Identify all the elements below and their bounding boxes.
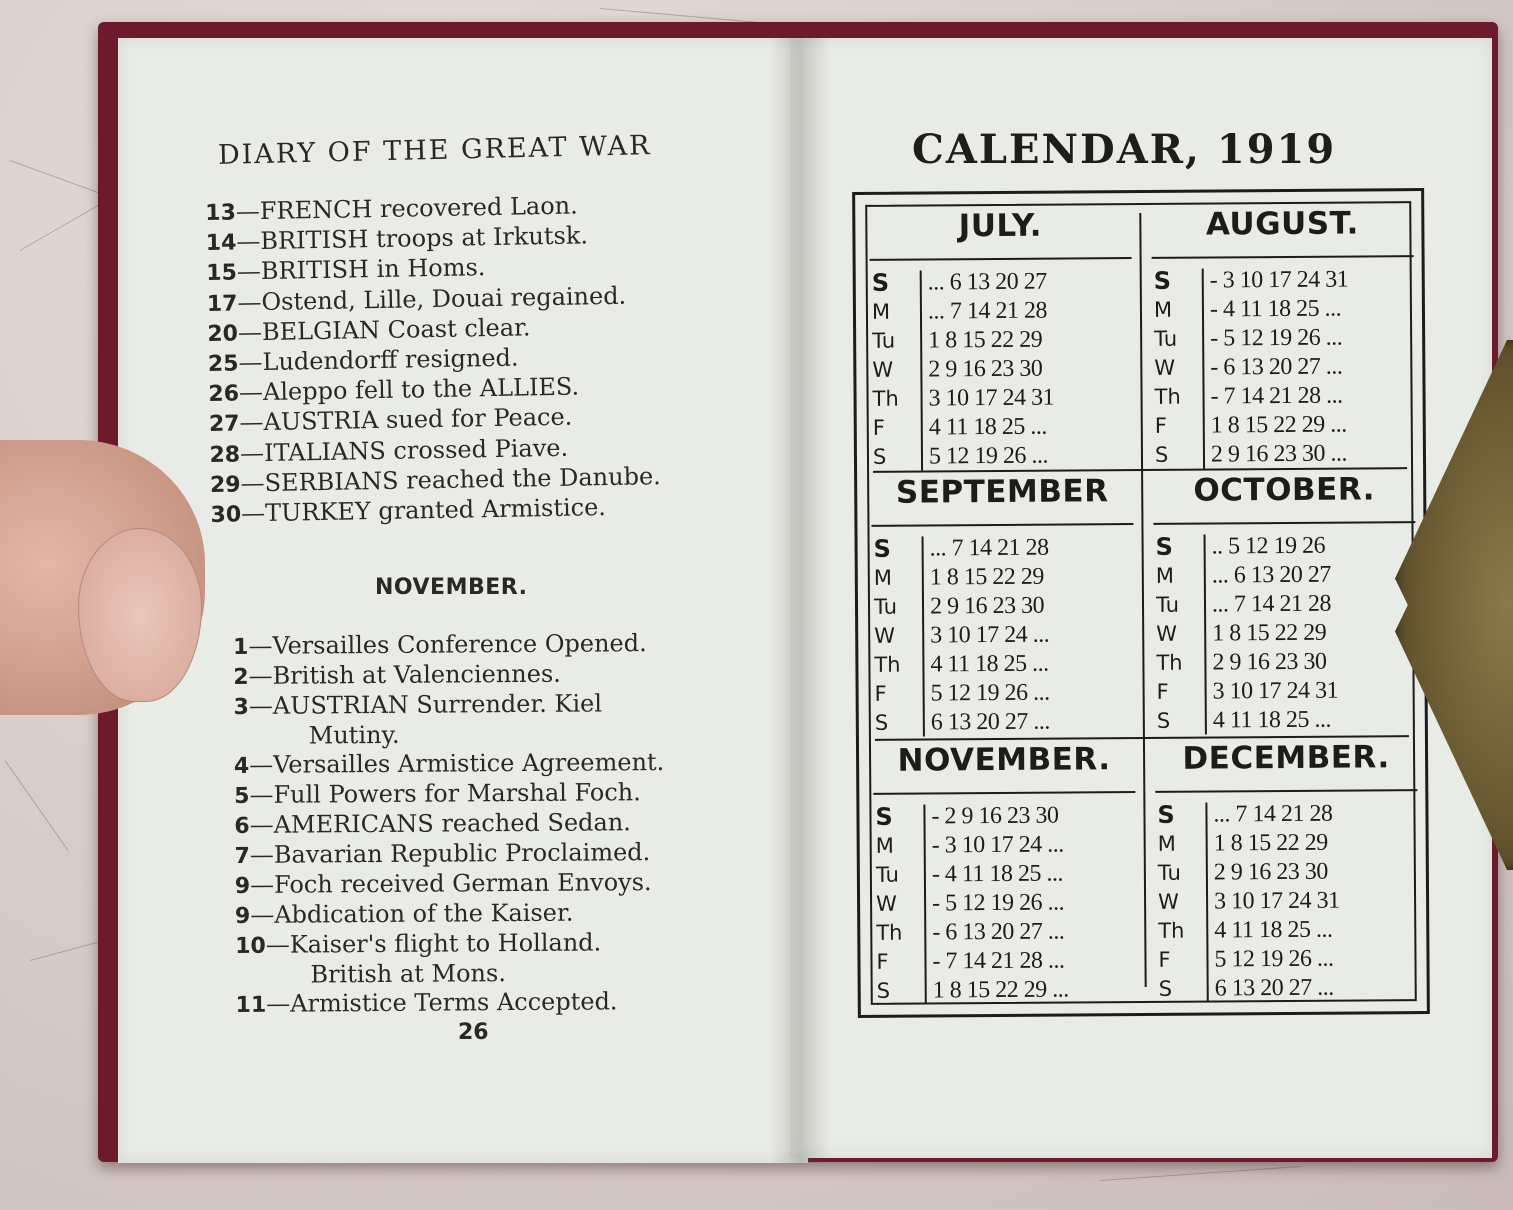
calendar-month [869, 207, 1133, 477]
date-row: 6 13 20 27 ... [930, 708, 1050, 736]
date-row: 1 8 15 22 29 [928, 326, 1043, 354]
date-row: ... 7 14 21 28 [1211, 590, 1332, 618]
entry-day: 4 [233, 753, 250, 779]
weekday-label: Th [1158, 918, 1185, 943]
entry-day: 27 [208, 411, 240, 438]
entry-day: 14 [205, 230, 237, 257]
entry-text: —AUSTRIA sued for Peace. [239, 403, 573, 437]
entry-day: 10 [235, 933, 266, 959]
date-row: 3 10 17 24 31 [1213, 887, 1340, 915]
date-row: 1 8 15 22 29 [1213, 829, 1328, 857]
book-gutter [770, 38, 830, 1163]
entry-day: 1 [233, 634, 249, 660]
weekday-label: Tu [1157, 860, 1181, 885]
weekday-label: W [1156, 621, 1178, 646]
date-row: - 2 9 16 23 30 [931, 802, 1059, 830]
entry-text: —Abdication of the Kaiser. [250, 898, 574, 929]
entry-text: —AUSTRIAN Surrender. Kiel [248, 689, 603, 720]
entry-text: —TURKEY granted Armistice. [240, 493, 607, 528]
thumbnail-nail [78, 528, 202, 702]
entry-text: —Ostend, Lille, Douai regained. [237, 281, 627, 317]
entry-day: 9 [234, 873, 251, 899]
date-row: 4 11 18 25 ... [930, 650, 1049, 678]
weekday-label: S [1153, 266, 1172, 295]
date-row: 2 9 16 23 30 [929, 592, 1045, 620]
diary-entry [233, 629, 664, 662]
date-row: 1 8 15 22 29 ... [932, 976, 1069, 1004]
date-row: 4 11 18 25 ... [1212, 706, 1332, 734]
date-row: - 6 13 20 27 ... [932, 918, 1065, 946]
entry-day: 15 [206, 260, 238, 287]
weekday-label: S [1158, 976, 1173, 1001]
calendar-divider [1139, 213, 1146, 987]
weekday-label: M [1153, 297, 1173, 322]
entry-text: —Versailles Conference Opened. [248, 629, 647, 660]
entry-day: 9 [234, 903, 251, 929]
weekday-label: S [873, 534, 892, 563]
date-row: ... 7 14 21 28 [1213, 800, 1333, 828]
weekday-separator [922, 537, 925, 737]
date-row: 3 10 17 24 ... [930, 621, 1050, 649]
date-row: 1 8 15 22 29 [1212, 619, 1327, 647]
weekday-separator [1204, 535, 1207, 735]
date-row: 1 8 15 22 29 ... [1210, 411, 1347, 439]
date-row: 2 9 16 23 30 [1213, 858, 1328, 886]
entry-day: 30 [210, 502, 242, 528]
weekday-label: S [1155, 532, 1174, 561]
weekday-label: F [1156, 679, 1169, 704]
entry-continuation: British at Mons. [310, 959, 507, 989]
month-name: DECEMBER. [1182, 739, 1390, 777]
date-row: - 5 12 19 26 ... [932, 889, 1065, 917]
weekday-label: S [871, 268, 890, 297]
date-grid [928, 267, 1133, 471]
entry-day: 28 [209, 442, 241, 468]
date-row: ... 7 14 21 28 [927, 297, 1048, 325]
october-entries [205, 190, 662, 530]
date-grid [1210, 265, 1415, 469]
calendar-frame [852, 188, 1430, 1018]
date-grid [931, 801, 1136, 1005]
date-row: 1 8 15 22 29 [929, 563, 1044, 591]
calendar-month [1153, 471, 1417, 741]
entry-day: 3 [233, 694, 249, 720]
calendar-month [873, 741, 1137, 1011]
weekday-label: F [1154, 413, 1167, 438]
weekday-label: Th [1154, 384, 1181, 409]
entry-text: —BRITISH troops at Irkutsk. [236, 221, 589, 256]
weekday-label: S [1156, 708, 1171, 733]
entry-text: —SERBIANS reached the Danube. [240, 461, 662, 498]
diary-entry [234, 838, 665, 871]
weekday-column [1156, 533, 1201, 736]
weekday-label: Tu [872, 328, 896, 353]
weekday-column [875, 803, 920, 1006]
weekday-label: Th [872, 386, 899, 411]
date-grid [1213, 799, 1418, 1003]
month-name: OCTOBER. [1193, 471, 1376, 509]
weekday-label: W [876, 891, 897, 916]
weekday-label: S [872, 444, 887, 469]
weekday-separator [923, 805, 926, 1005]
weekday-label: Tu [873, 594, 898, 619]
entry-text: —Full Powers for Marshal Foch. [249, 778, 641, 809]
date-row: ... 6 13 20 27 [927, 268, 1047, 296]
date-row: - 4 11 18 25 ... [1209, 295, 1342, 323]
weekday-label: F [1158, 947, 1171, 972]
date-row: - 6 13 20 27 ... [1210, 353, 1343, 381]
weekday-label: S [1157, 800, 1175, 829]
weekday-label: F [872, 415, 885, 440]
date-row: - 5 12 19 26 ... [1210, 324, 1343, 352]
month-rule [1153, 521, 1415, 525]
entry-text: —Versailles Armistice Agreement. [249, 747, 665, 779]
weekday-label: Th [874, 652, 901, 677]
calendar-title: CALENDAR, 1919 [912, 126, 1337, 173]
date-grid [930, 533, 1135, 737]
month-rule [871, 523, 1133, 527]
date-row: ... 7 14 21 28 [929, 534, 1049, 562]
calendar-month [1151, 205, 1415, 475]
date-row: - 4 11 18 25 ... [931, 860, 1064, 888]
entry-day: 6 [234, 813, 250, 839]
diary-entry [234, 808, 665, 841]
weekday-column [872, 269, 917, 472]
diary-entry [235, 987, 666, 1020]
diary-entry [235, 928, 666, 961]
month-name: NOVEMBER. [897, 741, 1111, 779]
month-rule [1152, 255, 1414, 259]
diary-entry [233, 689, 664, 722]
weekday-separator [920, 271, 923, 471]
weekday-label: S [1154, 442, 1169, 467]
entry-day: 5 [234, 783, 250, 809]
entry-continuation: Mutiny. [308, 720, 400, 750]
weekday-label: S [875, 802, 893, 831]
november-heading: NOVEMBER. [375, 575, 528, 600]
entry-text: —Bavarian Republic Proclaimed. [249, 838, 651, 869]
entry-text: —FRENCH recovered Laon. [235, 191, 579, 226]
weekday-label: W [872, 357, 894, 382]
entry-day: 26 [208, 381, 240, 408]
weekday-label: F [874, 681, 887, 706]
weekday-label: F [876, 949, 889, 974]
weekday-label: W [874, 623, 896, 648]
date-grid [1212, 531, 1417, 735]
entry-day: 13 [205, 200, 237, 226]
diary-entry [234, 778, 665, 811]
weekday-column [874, 535, 919, 738]
november-entries [233, 629, 666, 1020]
month-rule [870, 257, 1132, 261]
date-row: 3 10 17 24 31 [1212, 677, 1339, 705]
entry-text: —Kaiser's flight to Holland. [265, 928, 602, 959]
month-rule [1155, 789, 1417, 793]
entry-text: —BRITISH in Homs. [236, 253, 486, 286]
date-row: 6 13 20 27 ... [1214, 974, 1334, 1002]
weekday-label: Tu [1155, 592, 1180, 617]
month-name: AUGUST. [1205, 205, 1359, 243]
weekday-label: Th [1156, 650, 1183, 675]
entry-text: —Foch received German Envoys. [249, 868, 652, 899]
diary-title: DIARY OF THE GREAT WAR [217, 130, 652, 171]
page-number: 26 [458, 1020, 489, 1045]
date-row: ... 6 13 20 27 [1211, 561, 1331, 589]
date-row: 5 12 19 26 ... [928, 442, 1049, 470]
weekday-label: M [875, 833, 894, 858]
month-name: SEPTEMBER [895, 473, 1109, 511]
entry-day: 2 [233, 664, 249, 690]
entry-day: 29 [209, 472, 241, 498]
weekday-label: M [871, 299, 891, 324]
diary-entry [234, 748, 665, 781]
entry-day: 20 [207, 321, 239, 347]
entry-day: 11 [235, 992, 267, 1018]
weekday-label: S [874, 710, 889, 735]
date-row: - 7 14 21 28 ... [932, 947, 1065, 975]
weekday-label: M [1155, 563, 1175, 588]
weekday-label: Th [876, 920, 903, 945]
diary-entry [235, 868, 666, 901]
entry-day: 25 [207, 351, 239, 377]
entry-day: 17 [206, 291, 238, 317]
entry-text: —Ludendorff resigned. [238, 343, 519, 377]
weekday-label: M [873, 565, 893, 590]
entry-text: —British at Valenciennes. [248, 659, 561, 690]
date-row: - 3 10 17 24 ... [931, 831, 1064, 859]
diary-entry [235, 898, 666, 931]
date-row: 5 12 19 26 ... [1214, 945, 1334, 973]
entry-text: —AMERICANS reached Sedan. [249, 808, 631, 839]
weekday-label: W [1154, 355, 1176, 380]
weekday-label: Tu [1154, 326, 1178, 351]
date-row: 2 9 16 23 30 ... [1210, 440, 1348, 468]
date-row: .. 5 12 19 26 [1211, 532, 1326, 560]
month-name: JULY. [958, 207, 1043, 245]
date-row: 4 11 18 25 ... [928, 413, 1047, 441]
date-row: 5 12 19 26 ... [930, 679, 1050, 707]
date-row: - 7 14 21 28 ... [1210, 382, 1343, 410]
calendar-month [1155, 739, 1419, 1009]
date-row: 2 9 16 23 30 [928, 355, 1043, 383]
calendar-month [871, 473, 1135, 743]
date-row: 3 10 17 24 31 [928, 384, 1055, 412]
entry-text: —ITALIANS crossed Piave. [239, 433, 569, 468]
month-rule [873, 791, 1135, 795]
weekday-label: Tu [875, 862, 899, 887]
entry-text: —BELGIAN Coast clear. [237, 313, 531, 347]
entry-day: 7 [234, 843, 250, 869]
entry-text: —Aleppo fell to the ALLIES. [238, 372, 580, 407]
diary-entry [233, 659, 664, 692]
date-row: 2 9 16 23 30 [1212, 648, 1327, 676]
weekday-column [1157, 801, 1202, 1004]
calendar-grid [865, 201, 1417, 1005]
date-row: 4 11 18 25 ... [1214, 916, 1333, 944]
date-row: - 3 10 17 24 31 [1209, 266, 1349, 294]
entry-text: —Armistice Terms Accepted. [266, 987, 618, 1018]
weekday-separator [1202, 269, 1205, 469]
weekday-column [1154, 267, 1199, 470]
weekday-label: S [876, 978, 891, 1003]
weekday-label: M [1157, 831, 1176, 856]
weekday-label: W [1158, 889, 1179, 914]
weekday-separator [1205, 803, 1208, 1003]
